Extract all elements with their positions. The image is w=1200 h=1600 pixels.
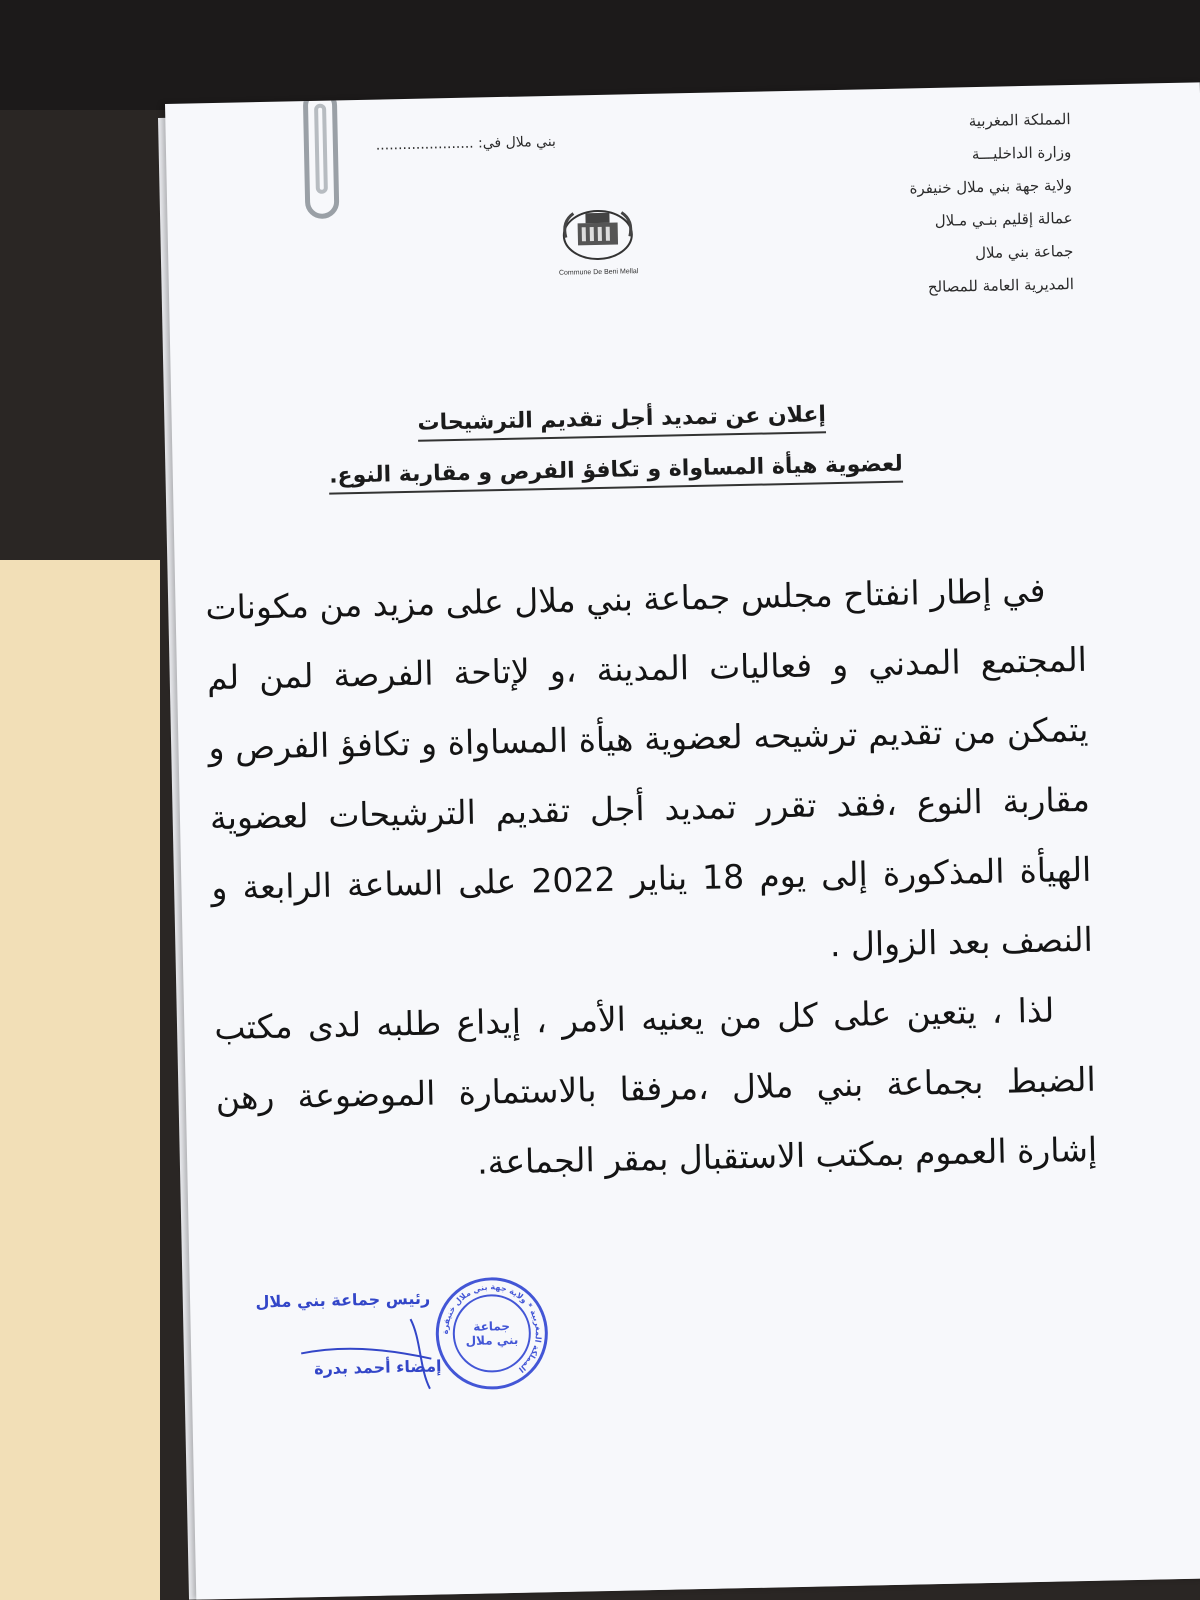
stamp-ring-text: المملكة المغربية * ولاية جهة بني ملال خنيفرة — [440, 1282, 543, 1375]
handwritten-signature-icon — [255, 1288, 462, 1402]
header-line-ministry: وزارة الداخليـــة — [971, 143, 1072, 164]
emblem-icon — [559, 200, 636, 264]
signature-title: رئيس جماعة بني ملال — [255, 1288, 431, 1312]
header-line-kingdom: المملكة المغربية — [968, 110, 1071, 131]
header-line-wilaya: ولاية جهة بني ملال خنيفرة — [909, 176, 1073, 198]
title-line-1: إعلان عن تمديد أجل تقديم الترشيحات — [417, 402, 826, 442]
issuing-authority-header — [830, 103, 1074, 306]
paperclip-icon — [303, 88, 340, 219]
emblem-caption: Commune De Beni Mellal — [558, 268, 639, 277]
document-page — [165, 82, 1200, 1599]
header-line-province: عمالة إقليم بنـي مـلال — [934, 209, 1073, 230]
official-stamp — [435, 1276, 549, 1390]
body-paragraph-2: لذا ، يتعين على كل من يعنيه الأمر ، إيداع طلبه لدى مكتب الضبط بجماعة بني ملال ،مرفقا بالاستمارة الموضوعة رهن إشارة العموم بمكتب الاستقبال بمقر الجماعة. — [213, 990, 1098, 1182]
commune-emblem — [552, 200, 644, 277]
header-line-directorate: المديرية العامة للمصالح — [927, 275, 1075, 297]
announcement-title — [328, 401, 903, 515]
stamp-center-line-2: بني ملال — [465, 1332, 519, 1348]
signature-name: إمضاء أحمد بدرة — [313, 1356, 442, 1379]
announcement-body — [205, 555, 1098, 1203]
date-line: بني ملال في: ...................... — [375, 133, 557, 154]
manila-folder — [0, 560, 160, 1600]
body-paragraph-1: في إطار انفتاح مجلس جماعة بني ملال على مزيد من مكونات المجتمع المدني و فعاليات المدينة ،و لإتاحة الفرصة لمن لم يتمكن من تقديم ترشيحه لعضوية هيأة المساواة و تكافؤ الفرص و مقاربة النوع ،فقد تقرر تمديد أجل تقديم الترشيحات لعضوية الهيأة المذكورة إلى يوم 18 يناير 2022 على الساعة الرابعة و النصف بعد الزوال . — [205, 570, 1094, 965]
stamp-center-line-1: جماعة — [473, 1319, 511, 1334]
header-line-commune: جماعة بني ملال — [974, 242, 1074, 263]
title-line-2: لعضوية هيأة المساواة و تكافؤ الفرص و مقاربة النوع. — [329, 452, 903, 495]
